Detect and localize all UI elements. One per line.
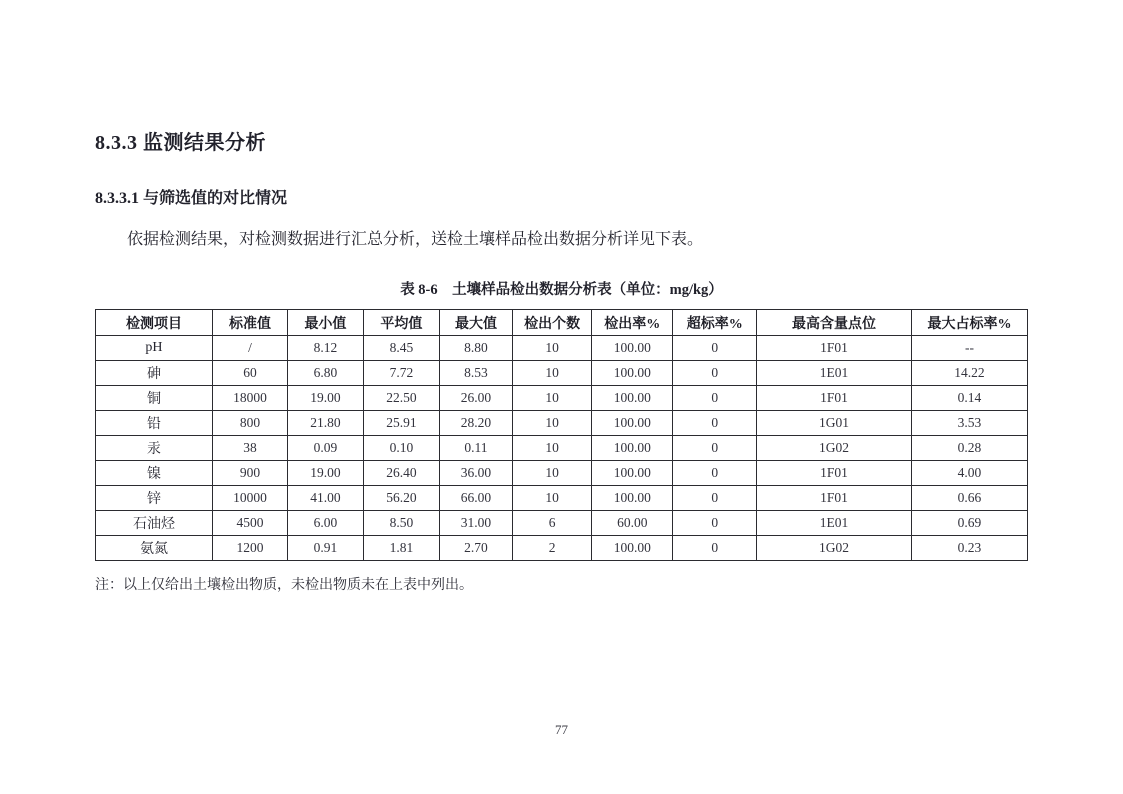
- table-cell: 60.00: [592, 511, 673, 536]
- table-header-row: [96, 310, 1028, 336]
- table-cell: 1E01: [757, 511, 912, 536]
- table-cell: 0: [673, 336, 757, 361]
- table-cell: 石油烃: [96, 511, 213, 536]
- table-cell: 38: [212, 436, 287, 461]
- table-cell: 氨氮: [96, 536, 213, 561]
- table-cell: 锌: [96, 486, 213, 511]
- column-header: 最大值: [439, 310, 512, 336]
- table-cell: 100.00: [592, 536, 673, 561]
- table-cell: 60: [212, 361, 287, 386]
- table-cell: 4500: [212, 511, 287, 536]
- table-cell: 900: [212, 461, 287, 486]
- table-cell: 100.00: [592, 411, 673, 436]
- table-cell: 汞: [96, 436, 213, 461]
- column-header: 最大占标率%: [911, 310, 1027, 336]
- table-cell: 0: [673, 361, 757, 386]
- table-cell: 铜: [96, 386, 213, 411]
- table-cell: 0.23: [911, 536, 1027, 561]
- table-cell: 56.20: [363, 486, 439, 511]
- section-heading: 8.3.3 监测结果分析: [95, 132, 266, 154]
- table-cell: 10000: [212, 486, 287, 511]
- table-cell: 0.11: [439, 436, 512, 461]
- table-cell: 0.28: [911, 436, 1027, 461]
- table-row: [96, 361, 1028, 386]
- table-cell: 1F01: [757, 336, 912, 361]
- table-cell: 0.14: [911, 386, 1027, 411]
- table-cell: 21.80: [287, 411, 363, 436]
- column-header: 检出个数: [513, 310, 592, 336]
- column-header: 超标率%: [673, 310, 757, 336]
- table-row: [96, 461, 1028, 486]
- table-body: [96, 336, 1028, 561]
- table-cell: 10: [513, 436, 592, 461]
- table-cell: 31.00: [439, 511, 512, 536]
- page-number: 77: [555, 722, 568, 737]
- table-cell: pH: [96, 336, 213, 361]
- table-cell: 8.45: [363, 336, 439, 361]
- table-cell: 1G02: [757, 436, 912, 461]
- table-cell: 18000: [212, 386, 287, 411]
- column-header: 最高含量点位: [757, 310, 912, 336]
- column-header: 平均值: [363, 310, 439, 336]
- table-cell: 800: [212, 411, 287, 436]
- table-cell: 镍: [96, 461, 213, 486]
- table-cell: 25.91: [363, 411, 439, 436]
- table-cell: 8.50: [363, 511, 439, 536]
- table-cell: 100.00: [592, 461, 673, 486]
- table-cell: 10: [513, 486, 592, 511]
- table-cell: 0.10: [363, 436, 439, 461]
- table-cell: 8.12: [287, 336, 363, 361]
- table-cell: 0: [673, 436, 757, 461]
- table-cell: 100.00: [592, 386, 673, 411]
- subsection-heading: 8.3.3.1 与筛选值的对比情况: [95, 190, 288, 207]
- table-row: [96, 436, 1028, 461]
- table-row: [96, 486, 1028, 511]
- column-header: 最小值: [287, 310, 363, 336]
- table-cell: 0: [673, 536, 757, 561]
- table-cell: 22.50: [363, 386, 439, 411]
- table-cell: 1.81: [363, 536, 439, 561]
- table-row: [96, 411, 1028, 436]
- table-row: [96, 511, 1028, 536]
- table-cell: 14.22: [911, 361, 1027, 386]
- table-cell: 0.69: [911, 511, 1027, 536]
- table-cell: 1G02: [757, 536, 912, 561]
- column-header: 标准值: [212, 310, 287, 336]
- table-row: [96, 386, 1028, 411]
- table-cell: 2.70: [439, 536, 512, 561]
- table-cell: 8.53: [439, 361, 512, 386]
- table-cell: 36.00: [439, 461, 512, 486]
- table-cell: 100.00: [592, 486, 673, 511]
- table-cell: 1200: [212, 536, 287, 561]
- table-cell: 砷: [96, 361, 213, 386]
- table-cell: 1G01: [757, 411, 912, 436]
- table-cell: 3.53: [911, 411, 1027, 436]
- table-cell: 0: [673, 461, 757, 486]
- table-cell: 1E01: [757, 361, 912, 386]
- column-header: 检测项目: [96, 310, 213, 336]
- table-cell: 0.66: [911, 486, 1027, 511]
- table-cell: 1F01: [757, 486, 912, 511]
- table-row: [96, 336, 1028, 361]
- table-cell: 10: [513, 411, 592, 436]
- table-note: 注：以上仅给出土壤检出物质，未检出物质未在上表中列出。: [95, 578, 473, 594]
- table-caption: 表 8-6 土壤样品检出数据分析表（单位：mg/kg）: [400, 282, 723, 299]
- table-cell: 41.00: [287, 486, 363, 511]
- table-cell: /: [212, 336, 287, 361]
- table-cell: 0.09: [287, 436, 363, 461]
- table-cell: 1F01: [757, 461, 912, 486]
- table-cell: 1F01: [757, 386, 912, 411]
- table-cell: 7.72: [363, 361, 439, 386]
- table-cell: 0: [673, 386, 757, 411]
- table-cell: 100.00: [592, 436, 673, 461]
- table-cell: 6.00: [287, 511, 363, 536]
- table-cell: 10: [513, 461, 592, 486]
- soil-analysis-table: [95, 309, 1028, 561]
- table-cell: 8.80: [439, 336, 512, 361]
- table-cell: 10: [513, 336, 592, 361]
- table-cell: 10: [513, 361, 592, 386]
- column-header: 检出率%: [592, 310, 673, 336]
- table-cell: 6: [513, 511, 592, 536]
- table-cell: 0: [673, 411, 757, 436]
- table-cell: 2: [513, 536, 592, 561]
- table-cell: 26.00: [439, 386, 512, 411]
- table-cell: 66.00: [439, 486, 512, 511]
- table-cell: --: [911, 336, 1027, 361]
- table-cell: 0.91: [287, 536, 363, 561]
- table-cell: 4.00: [911, 461, 1027, 486]
- table-cell: 10: [513, 386, 592, 411]
- table-cell: 100.00: [592, 361, 673, 386]
- table-cell: 26.40: [363, 461, 439, 486]
- table-cell: 19.00: [287, 461, 363, 486]
- table-cell: 0: [673, 511, 757, 536]
- body-paragraph: 依据检测结果，对检测数据进行汇总分析，送检土壤样品检出数据分析详见下表。: [127, 231, 704, 248]
- table-cell: 28.20: [439, 411, 512, 436]
- table-cell: 100.00: [592, 336, 673, 361]
- table-cell: 6.80: [287, 361, 363, 386]
- table-cell: 铅: [96, 411, 213, 436]
- table-cell: 19.00: [287, 386, 363, 411]
- table-row: [96, 536, 1028, 561]
- table-cell: 0: [673, 486, 757, 511]
